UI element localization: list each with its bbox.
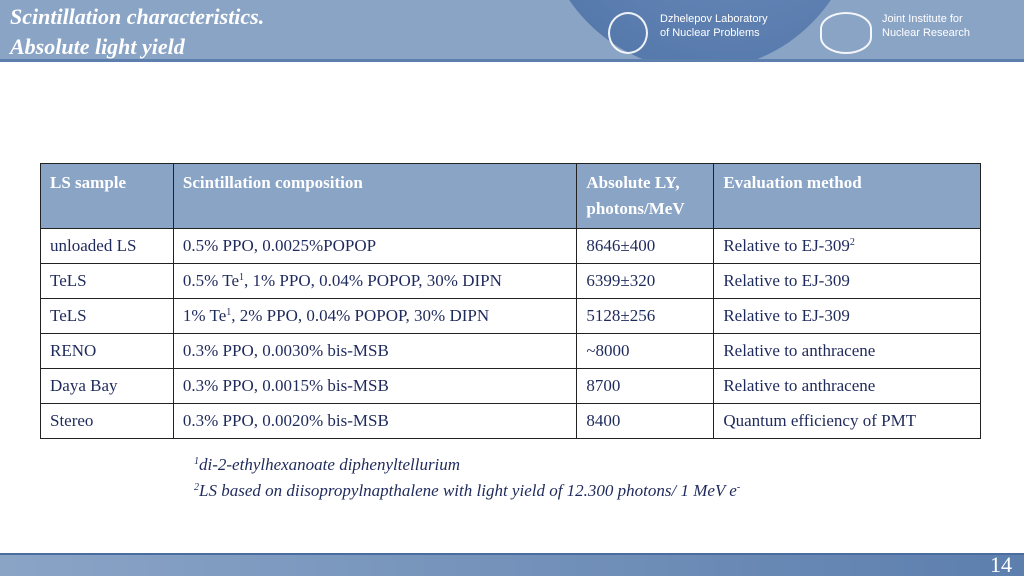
- table-header-row: [41, 164, 981, 229]
- composition-superscript: 1: [239, 272, 244, 283]
- table-row: [41, 404, 981, 439]
- jinr-atom-icon: [820, 12, 872, 54]
- method-text: Relative to EJ-309: [723, 306, 850, 325]
- page-number: 14: [990, 552, 1012, 577]
- table-row: [41, 369, 981, 404]
- cell-composition: [173, 334, 576, 369]
- footnote-1: [194, 452, 740, 478]
- method-text: Relative to EJ-309: [723, 271, 850, 290]
- composition-text: 1% Te: [182, 306, 227, 325]
- cell-sample: TeLS: [41, 264, 174, 299]
- slide-title-line2: Absolute light yield: [10, 34, 185, 59]
- cell-composition: [173, 229, 576, 264]
- table-row: [41, 264, 981, 299]
- cell-composition: [173, 299, 576, 334]
- cell-sample: Stereo: [41, 404, 174, 439]
- logo2-line1: Joint Institute for: [882, 13, 963, 25]
- col-evaluation-method: Evaluation method: [714, 164, 981, 229]
- logo2-line2: Nuclear Research: [882, 27, 971, 39]
- light-yield-table: [40, 163, 981, 439]
- cell-light-yield: ~8000: [577, 334, 714, 369]
- composition-text: 0.3% PPO, 0.0015% bis-MSB: [182, 376, 389, 395]
- jinr-logo-text: [882, 12, 970, 40]
- method-text: Relative to anthracene: [723, 341, 876, 360]
- cell-composition: [173, 404, 576, 439]
- composition-text: 0.5% PPO, 0.0025%POPOP: [182, 236, 377, 255]
- composition-text-rest: , 2% PPO, 0.04% POPOP, 30% DIPN: [231, 306, 490, 325]
- footnote-text: di-2-ethylhexanoate diphenyltellurium: [199, 455, 461, 474]
- cell-method: [714, 264, 981, 299]
- table-row: [41, 334, 981, 369]
- method-text: Relative to EJ-309: [723, 236, 850, 255]
- cell-light-yield: 8646±400: [577, 229, 714, 264]
- footnote-text: LS based on diisopropylnapthalene with light yield of 12.300 photons/ 1 MeV e: [199, 481, 737, 500]
- logo1-line1: Dzhelepov Laboratory: [660, 13, 768, 25]
- col-composition: Scintillation composition: [173, 164, 576, 229]
- footnote-mark: 2: [194, 482, 199, 493]
- footnote-2: [194, 478, 740, 504]
- cell-method: [714, 334, 981, 369]
- cell-method: [714, 369, 981, 404]
- cell-light-yield: 8700: [577, 369, 714, 404]
- composition-text-rest: , 1% PPO, 0.04% POPOP, 30% DIPN: [244, 271, 502, 290]
- cell-light-yield: 6399±320: [577, 264, 714, 299]
- col-absolute-ly: Absolute LY, photons/MeV: [577, 164, 714, 229]
- slide-title-line1: Scintillation characteristics.: [10, 4, 265, 29]
- cell-sample: unloaded LS: [41, 229, 174, 264]
- cell-sample: RENO: [41, 334, 174, 369]
- dlnp-logo-text: [660, 12, 768, 40]
- cell-composition: [173, 264, 576, 299]
- footnote-superscript: -: [736, 482, 741, 493]
- method-text: Quantum efficiency of PMT: [723, 411, 917, 430]
- composition-text: 0.3% PPO, 0.0030% bis-MSB: [182, 341, 389, 360]
- cell-sample: TeLS: [41, 299, 174, 334]
- footnote-mark: 1: [194, 456, 199, 467]
- cell-method: [714, 299, 981, 334]
- cell-light-yield: 5128±256: [577, 299, 714, 334]
- slide-footer: [0, 553, 1024, 576]
- logo1-line2: of Nuclear Problems: [660, 27, 760, 39]
- cell-composition: [173, 369, 576, 404]
- table-row: [41, 229, 981, 264]
- cell-method: [714, 404, 981, 439]
- cell-light-yield: 8400: [577, 404, 714, 439]
- col-ls-sample: LS sample: [41, 164, 174, 229]
- cell-method: [714, 229, 981, 264]
- composition-text: 0.5% Te: [182, 271, 239, 290]
- method-superscript: 2: [849, 237, 855, 248]
- composition-text: 0.3% PPO, 0.0020% bis-MSB: [182, 411, 389, 430]
- method-text: Relative to anthracene: [723, 376, 876, 395]
- slide-header: [0, 0, 1024, 62]
- footnotes: [194, 452, 740, 504]
- dlnp-emblem-icon: [608, 12, 648, 54]
- cell-sample: Daya Bay: [41, 369, 174, 404]
- composition-superscript: 1: [226, 307, 232, 318]
- table-row: [41, 299, 981, 334]
